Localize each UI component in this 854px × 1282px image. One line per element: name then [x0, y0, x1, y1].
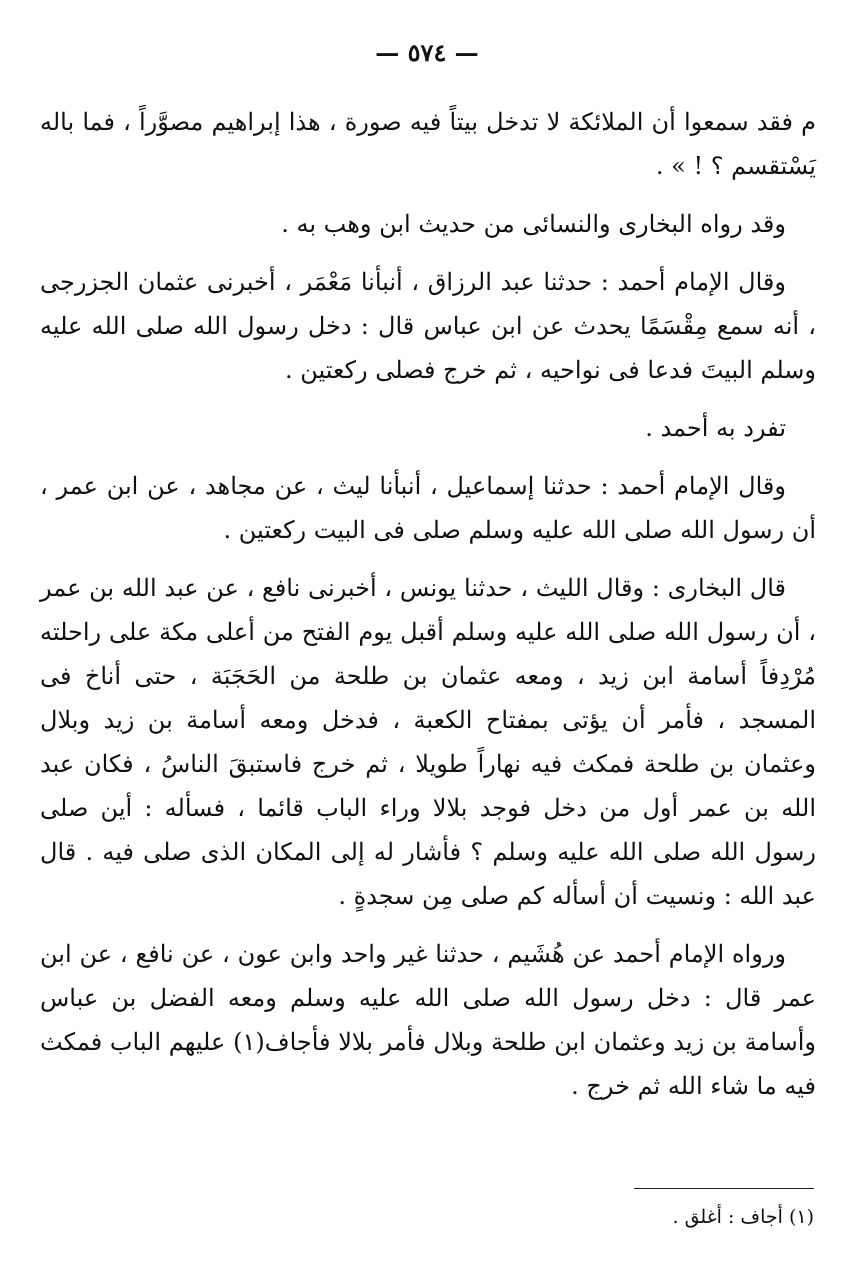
paragraph-tafarrada: تفرد به أحمد . — [645, 414, 786, 442]
paragraph-ahmad-hushaym: ورواه الإمام أحمد عن هُشَيم ، حدثنا غير واحد وابن عون ، عن نافع ، عن ابن عمر قال : دخل رسول الله صلى الله عليه وسلم ومعه الفضل بن عباس وأسامة بن زيد وعثمان ابن طلحة وبلال فأمر بلالا فأجاف(١) عليهم الباب فمكث فيه ما شاء الله ثم خرج . — [40, 940, 816, 1100]
page-body — [40, 100, 816, 1122]
page-number: — ٥٧٤ — — [375, 38, 479, 67]
footnote-divider — [634, 1188, 814, 1189]
paragraph-bukhari-nasai: وقد رواه البخارى والنسائى من حديث ابن وهب به . — [281, 210, 786, 238]
footnote: (١) أجاف : أغلق . — [672, 1206, 814, 1228]
paragraph-ahmad-ismail: وقال الإمام أحمد : حدثنا إسماعيل ، أنبأنا ليث ، عن مجاهد ، عن ابن عمر ، أن رسول الله صلى الله عليه وسلم صلى فى البيت ركعتين . — [40, 472, 816, 544]
paragraph-ahmad-abdulrazzaq: وقال الإمام أحمد : حدثنا عبد الرزاق ، أنبأنا مَعْمَر ، أخبرنى عثمان الجزرجى ، أنه سمع مِقْسَمًا يحدث عن ابن عباس قال : دخل رسول الله صلى الله عليه وسلم البيتَ فدعا فى نواحيه ، ثم خرج فصلى ركعتين . — [40, 268, 816, 384]
paragraph-bukhari-layth: قال البخارى : وقال الليث ، حدثنا يونس ، أخبرنى نافع ، عن عبد الله بن عمر ، أن رسول الله صلى الله عليه وسلم أقبل يوم الفتح من أعلى مكة على راحلته مُرْدِفاً أسامة ابن زيد ، ومعه عثمان بن طلحة من الحَجَبَة ، حتى أناخ فى المسجد ، فأمر أن يؤتى بمفتاح الكعبة ، فدخل ومعه أسامة بن زيد وبلال وعثمان بن طلحة فمكث فيه نهاراً طويلا ، ثم خرج فاستبقَ الناسُ ، فكان عبد الله بن عمر أول من دخل فوجد بلالا وراء الباب قائما ، فسأله : أين صلى رسول الله صلى الله عليه وسلم ؟ فأشار له إلى المكان الذى صلى فيه . قال عبد الله : ونسيت أن أسأله كم صلى مِن سجدةٍ . — [40, 574, 816, 910]
paragraph-continuation: م فقد سمعوا أن الملائكة لا تدخل بيتاً فيه صورة ، هذا إبراهيم مصوَّراً ، فما باله يَسْتقسم ؟ ! » . — [40, 108, 816, 180]
